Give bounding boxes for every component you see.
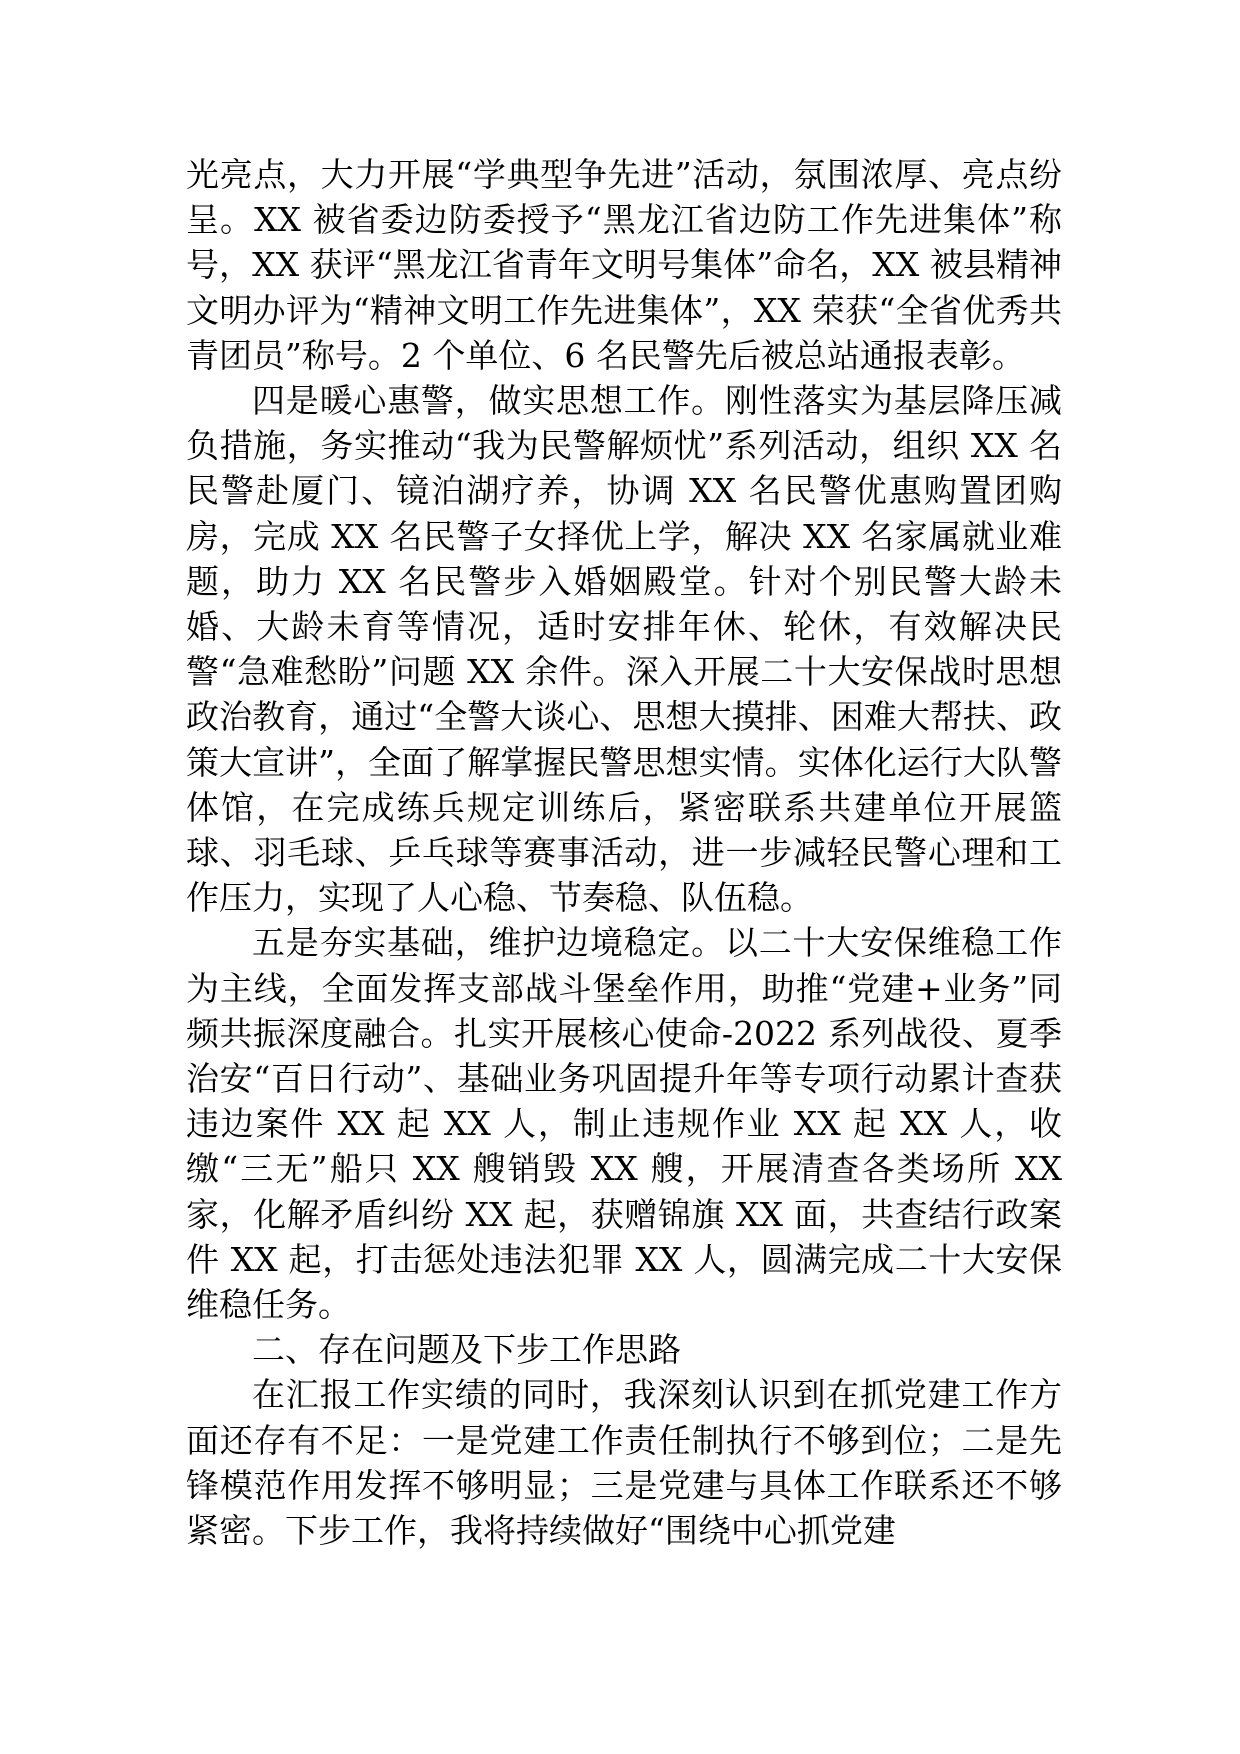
paragraph-section-2-body: 在汇报工作实绩的同时，我深刻认识到在抓党建工作方面还存有不足：一是党建工作责任制执行不够到位；二是先锋模范作用发挥不够明显；三是党建与具体工作联系还不够紧密。下步工作，我将持续做好“围绕中心抓党建: [186, 1375, 1062, 1551]
document-body: [186, 152, 1062, 1553]
section-heading: 二、存在问题及下步工作思路: [252, 1330, 681, 1370]
paragraph-continuation: 光亮点，大力开展“学典型争先进”活动，氛围浓厚、亮点纷呈。XX 被省委边防委授予“黑龙江省边防工作先进集体”称号，XX 获评“黑龙江省青年文明号集体”命名，XX 被县精神文明办评为“精神文明工作先进集体”，XX 荣获“全省优秀共青团员”称号。2 个单位、6 名民警先后被总站通报表彰。: [186, 155, 1062, 375]
paragraph-item-4: 四是暖心惠警，做实思想工作。刚性落实为基层降压减负措施，务实推动“我为民警解烦忧”系列活动，组织 XX 名民警赴厦门、镜泊湖疗养，协调 XX 名民警优惠购置团购房，完成 XX 名民警子女择优上学，解决 XX 名家属就业难题，助力 XX 名民警步入婚姻殿堂。针对个别民警大龄未婚、大龄未育等情况，适时安排年休、轮休，有效解决民警“急难愁盼”问题 XX 余件。深入开展二十大安保战时思想政治教育，通过“全警大谈心、思想大摸排、困难大帮扶、政策大宣讲”，全面了解掌握民警思想实情。实体化运行大队警体馆，在完成练兵规定训练后，紧密联系共建单位开展篮球、羽毛球、乒乓球等赛事活动，进一步减轻民警心理和工作压力，实现了人心稳、节奏稳、队伍稳。: [186, 381, 1062, 918]
paragraph-item-5: 五是夯实基础，维护边境稳定。以二十大安保维稳工作为主线，全面发挥支部战斗堡垒作用，助推“党建+业务”同频共振深度融合。扎实开展核心使命-2022 系列战役、夏季治安“百日行动”、基础业务巩固提升年等专项行动累计查获违边案件 XX 起 XX 人，制止违规作业 XX 起 XX 人，收缴“三无”船只 XX 艘销毁 XX 艘，开展清查各类场所 XX 家，化解矛盾纠纷 XX 起，获赠锦旗 XX 面，共查结行政案件 XX 起，打击惩处违法犯罪 XX 人，圆满完成二十大安保维稳任务。: [186, 923, 1062, 1325]
